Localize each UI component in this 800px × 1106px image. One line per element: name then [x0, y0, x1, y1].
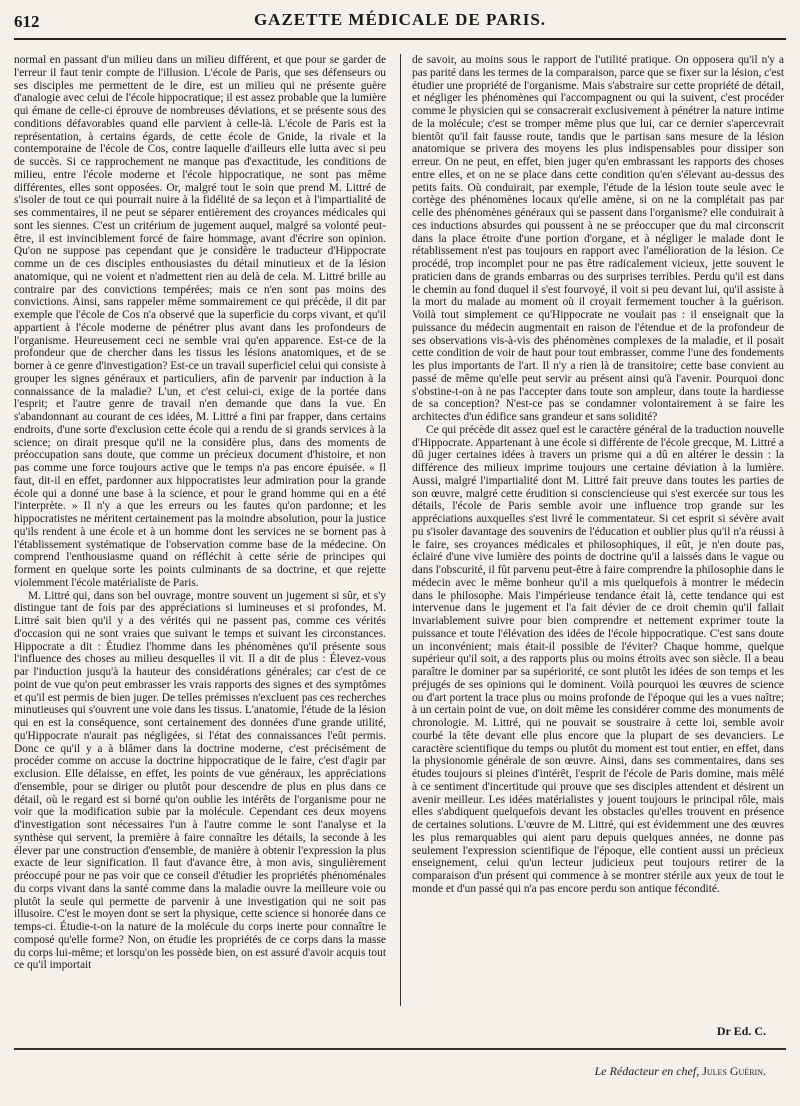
- footer-rule: [14, 1048, 786, 1050]
- editor-label: Le Rédacteur en chef,: [594, 1064, 700, 1078]
- left-column: [14, 54, 386, 1006]
- right-paragraph-2: Ce qui précède dit assez quel est le caractère général de la traduction nouvelle d'Hippocrate. Appartenant à une école si différente de l'école grecque, M. Littré a dû juger certaines idées à travers un prisme qui a dû en altérer le dessin : la différence des milieux imprime toujours une certaine déviation à la lumière. Aussi, malgré l'impartialité dont M. Littré fait preuve dans toutes les parties de son œuvre, malgré cette érudition si consciencieuse qui s'est exercée sur tous les détails, l'école de Paris semble avoir une influence trop grande sur les appréciations auxquelles s'est livré le commentateur. Si cet esprit si sévère avait pu s'isoler davantage des souvenirs de l'éducation et oublier plus qu'il n'a réussi à le faire, ses croyances médicales et philosophiques, il eût, je n'en doute pas, éclairé d'une vive lumière des points de doctrine qu'il a laissés dans le vague ou dans l'obscurité, il fût parvenu peut-être à faire comprendre la philosophie dans le médecin avec le même bonheur qu'il a mis quelquefois à montrer le médecin dans le philosophe. Mais l'impérieuse tendance était là, cette tendance qui est intervenue dans le jugement et l'a fait dévier de ce droit chemin qu'il fallait invariablement suivre pour bien comprendre et nettement exprimer toute la puissance et toute l'élévation des idées de l'école hippocratique. C'est sans doute un inconvénient; mais était-il possible de l'éviter? Chaque homme, quelque supérieur qu'il soit, a des rapports plus ou moins étroits avec son siècle. Il a beau paraître le dominer par sa supériorité, ce sont plutôt les idées de son temps et les préjugés de ses opinions qui le dominent. Voilà pourquoi les œuvres de science ou d'art portent la trace plus ou moins profonde de l'époque qui les a vues naître; à un certain point de vue, on doit même les considérer comme des monuments de chronologie. M. Littré, qui ne pouvait se soustraire à cette loi, semble avoir courbé la tête devant elle plus encore que la plupart de ses devanciers. Le caractère scientifique du temps ou plutôt du moment est tout entier, en effet, dans la physionomie générale de son œuvre. Ainsi, dans ses commentaires, dans ses études toujours si pleines d'intérêt, l'esprit de l'école de Paris domine, mais mêlé à ce sentiment d'incertitude qui prouve que ses disciples attendent et désirent un avenir meilleur. Les idées matérialistes y jouent toujours le principal rôle, mais elles s'abdiquent quelquefois devant les obstacles qu'elles trouvent en présence de certaines solutions. L'œuvre de M. Littré, qui est évidemment une des œuvres les plus remarquables qui aient paru depuis quelques années, ne donne pas seulement l'expression scientifique de l'époque, elle contient aussi un précieux enseignement, celui qu'un lecteur judicieux peut toujours retirer de la comparaison d'un présent qui commence à se montrer stérile aux yeux de tout le monde et d'un passé qui n'a pas encore perdu son antique fécondité.: [412, 423, 784, 895]
- page-number: 612: [14, 12, 40, 31]
- editor-credit: [595, 1064, 766, 1079]
- journal-title: GAZETTE MÉDICALE DE PARIS.: [253, 10, 547, 29]
- left-paragraph-1: normal en passant d'un milieu dans un milieu différent, et que pour se garder de l'erreur il faut tenir compte de l'illusion. L'école de Paris, que ses défenseurs ou ses disciples me permettent de le dire, est un milieu qui ne présente guère d'analogie avec celui de l'école hippocratique; il est assez probable que la lumière qui émane de celle-ci éprouve de nombreuses déviations, et se présente sous des conditions défavorables quand elle parvient à celle-là. L'école de Paris est la représentation, à certains égards, de cette école de Gnide, la rivale et la contemporaine de l'école de Cos, contre laquelle d'ailleurs elle lutta avec si peu de succès. Si ce rapprochement ne manque pas d'exactitude, les conditions de milieu, entre l'école moderne et l'école hippocratique, ne sont pas même différentes, elles sont opposées. Or, malgré tout le soin que prend M. Littré de s'isoler de tout ce qui pourrait nuire à la fidélité de sa leçon et à l'impartialité de ses commentaires, il ne peut se séparer entièrement des croyances médicales qui sont les siennes. C'est un critérium de jugement auquel, malgré sa volonté peut-être, il est invinciblement forcé de faire hommage, avant d'écrire son opinion. Qu'on ne suppose pas cependant que je considère le traducteur d'Hippocrate comme un de ces disciples enthousiastes du détail minutieux et de la lésion anatomique, qui ne voient et n'admettent rien au delà de cela. M. Littré brille au contraire par des convictions tempérées; mais ce n'en sont pas moins des convictions. Ainsi, sans rappeler même sommairement ce qui précède, il dit par exemple que l'école de Cos n'a observé que la superficie du corps vivant, et qu'il appartient à l'école moderne de pénétrer plus avant dans les profondeurs de l'organisme. Heureusement ceci ne semble vrai qu'en apparence. Est-ce de la profondeur que de chercher dans les tissus les lésions anatomiques, et de se borner à ce genre d'investigation? Est-ce un travail superficiel celui qui consiste à grouper les signes généraux et particuliers, afin de parvenir par induction à la connaissance de la maladie? L'un, et c'est celui-ci, exige de la portée dans l'esprit; et l'autre genre de travail n'en demande que dans la vue. En s'abandonnant au courant de ces idées, M. Littré a fini par frapper, dans certains endroits, d'une sorte d'exclusion cette école qui a rendu de si grands services à la science; on dirait presque qu'il ne la considère plus, dans des moments de préoccupation sans doute, que comme un précieux document d'histoire, et non pas comme une force toujours active que le temps n'a pas encore épuisée. « Il faut, dit-il en effet, pardonner aux hippocratistes leur admiration pour la grande école qui a donné une base à la science, et pour le grand homme qui en a été l'interprète. » Il n'y a que les erreurs ou les fautes qu'on pardonne; et les hippocratistes ne méritent certainement pas la moindre absolution, pour la justice qu'ils rendent à une école et à un homme dont les services ne se bornent pas à l'établissement systématique de l'observation comme base de la médecine. On comprend l'enthousiasme quand on réfléchit à cette série de principes qui forment en quelque sorte les points culminants de sa doctrine, et que rejette violemment l'école matérialiste de Paris.: [14, 54, 386, 589]
- right-paragraph-1: de savoir, au moins sous le rapport de l'utilité pratique. On opposera qu'il n'y a pas parité dans les termes de la comparaison, parce que se fixer sur la lésion, c'est étudier une propriété de l'organisme. Mais s'abstraire sur cette propriété de détail, et négliger les phénomènes qui l'accompagnent ou qui la suivent, c'est procéder comme le physicien qui se consacrerait exclusivement à pénétrer la nature intime de la molécule; c'est se tromper même plus que lui, car ce dernier s'apercevrait bientôt qu'il fait fausse route, tandis que le partisan sans mesure de la lésion anatomique se privera des moyens les plus indispensables pour dissiper son erreur. On ne peut, en effet, bien juger qu'en embrassant les rapports des choses entre elles, et on ne se place dans cette condition qu'en s'élevant au-dessus des petits faits. Où conduirait, par exemple, l'étude de la lésion toute seule avec le cortège des phénomènes locaux qu'elle amène, si on ne la complétait pas par celle des phénomènes généraux qui se passent dans l'organisme? elle conduirait à ces inductions absurdes qui poussent à ne se préoccuper que du mal circonscrit dans la place étroite d'une portion d'organe, et à négliger le malade dont le rétablissement n'est pas toujours en rapport avec l'amélioration de la lésion. Ce procédé, trop incomplet pour ne pas être radicalement vicieux, jette souvent le praticien dans de grands embarras ou des surprises terribles. Perdu qu'il est dans le chemin au fond duquel il s'est fourvoyé, il voit si peu devant lui, qu'il assiste à la mort du malade au moment où il croyait fermement toucher à la guérison. Voilà tout simplement ce qu'Hippocrate ne voulait pas : il enseignait que la puissance du médecin augmentait en raison de l'étendue et de la profondeur de ses observations vis-à-vis des phénomènes complexes de la maladie, et il posait cette condition de voir de haut pour tout embrasser, comme l'une des fondements les plus importants de l'art. Il n'y a rien là de transitoire; cette base convient au passé de même qu'elle peut servir au présent ainsi qu'à l'avenir. Pourquoi donc s'obstine-t-on à ne pas l'accepter dans toute son ampleur, dans toute la hardiesse de sa conception? N'est-ce pas se condamner volontairement à se faire les architectes d'un édifice sans grandeur et sans solidité?: [412, 54, 784, 423]
- editor-name: Jules Guérin.: [702, 1064, 766, 1078]
- left-paragraph-2: M. Littré qui, dans son bel ouvrage, montre souvent un jugement si sûr, et s'y distingue tant de fois par des appréciations si lumineuses et si profondes, M. Littré sait bien qu'il y a des vérités qui ne passent pas, comme ces vérités d'occasion qui ne sont vraies que suivant le temps et suivant les circonstances. Hippocrate a dit : Étudiez l'homme dans les phénomènes qu'il présente sous l'influence des choses au milieu desquelles il vit. Il a dit de plus : Élevez-vous par l'induction jusqu'à la hauteur des considérations générales; car c'est de ce point de vue qu'on peut embrasser les vrais rapports des signes et des symptômes et qu'il est permis de bien juger. De telles prémisses n'excluent pas ces recherches minutieuses qui s'ouvrent une voie dans les tissus. L'anatomie, l'étude de la lésion qui en est la conséquence, sont certainement des données d'une grande utilité, qu'Hippocrate n'aurait pas négligées, si l'état des connaissances l'eût permis. Donc ce qu'il y a à blâmer dans la doctrine moderne, c'est précisément de procéder comme on accuse la doctrine hippocratique de le faire, c'est d'agir par exclusion. Elle délaisse, en effet, les points de vue généraux, les appréciations d'ensemble, pour se diriger ou plutôt pour descendre de plus en plus dans ce détail, où le regard est si borné qu'on oublie les intérêts de l'organisme pour ne voir que la modification subie par la molécule. Cependant ces deux moyens d'investigation sont nécessaires l'un à l'autre comme le sont l'analyse et la synthèse qui servent, la première à faire connaître les détails, la seconde à les élever par une construction d'ensemble, de manière à obtenir l'expression la plus exacte de leur signification. Il faut d'avance être, à mon avis, singulièrement préoccupé pour ne pas voir que ce conseil d'étudier les propriétés phénoménales du corps vivant dans la santé comme dans la maladie ouvre la meilleure voie ou plutôt la seule qui permette de parvenir à une investigation qui ne soit pas illusoire. C'est le moyen dont se sert la physique, cette science si honorée dans ce temps-ci. Étudie-t-on la nature de la molécule du corps inerte pour connaître le composé qu'elle forme? Non, on étudie les propriétés de ce corps dans la masse du corps lui-même; et lorsqu'on les possède bien, on est assuré d'avoir acquis tout ce qu'il importait: [14, 589, 386, 972]
- right-column: [412, 54, 784, 1006]
- article-columns: [14, 54, 786, 1006]
- author-signature: Dr Ed. C.: [716, 1024, 766, 1038]
- column-divider: [400, 54, 401, 1006]
